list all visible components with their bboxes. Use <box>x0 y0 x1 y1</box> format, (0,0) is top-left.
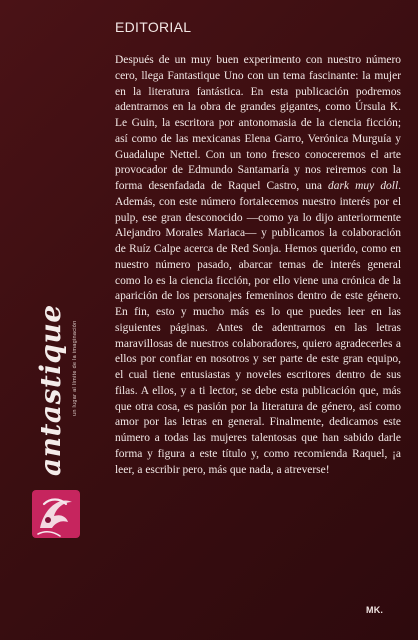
editorial-paragraph <box>115 53 401 478</box>
editorial-body <box>115 53 401 478</box>
brand-name: antastique <box>34 304 67 476</box>
paragraph-text-2: . Además, con este número fortalecemos nuestro interés por el pulp, ese gran desconocido —como ya lo dijo anteriormente Alejandro Morales Mariaca— y publicamos la colaboración de Ruíz Calpe acerca de Red Sonja. Hemos querido, como en nuestro número pasado, abarcar temas de interés general como lo es la ciencia ficción, por ello viene una crónica de la aparición de los personajes femeninos dentro de este género. En fin, esto y mucho más es lo que puedes leer en las siguientes páginas. Antes de adentrarnos en las letras maravillosas de nuestros colaboradores, quiero agradecerles a ellos por confiar en nosotros y ser parte de este gran equipo, el cual tiene entusiastas y noveles escritores dentro de sus filas. A ellos, y a ti lector, se debe esta publicación que, más que otra cosa, es pasión por la literatura de género, así como amor por las letras en general. Finalmente, dedicamos este número a todas las mujeres talentosas que han sabido darle forma y figura a este título y, como recomienda Raquel, ¡a leer, a escribir pero, más que nada, a atreverse! <box>115 180 401 476</box>
fantastique-emblem-icon <box>30 488 82 540</box>
paragraph-emphasis: dark muy doll <box>328 180 399 192</box>
signature-mark: MK. <box>366 605 384 615</box>
page-title: EDITORIAL <box>115 19 192 35</box>
paragraph-text-1: Después de un muy buen experimento con nuestro número cero, llega Fantastique Uno con un tema fascinante: la mujer en la literatura fantástica. En esta publicación podremos adentrarnos en la obra de grandes gigantes, como Úrsula K. Le Guin, la escritora por antonomasia de la ciencia ficción; así como de las mexicanas Elena Garro, Verónica Murguía y Guadalupe Nettel. Con un tono fresco conoceremos el arte provocador de Edmundo Santamaría y nos reiremos con la forma desenfadada de Raquel Castro, una <box>115 54 401 192</box>
brand-tagline: un lugar al límite de la imaginación <box>72 320 78 416</box>
